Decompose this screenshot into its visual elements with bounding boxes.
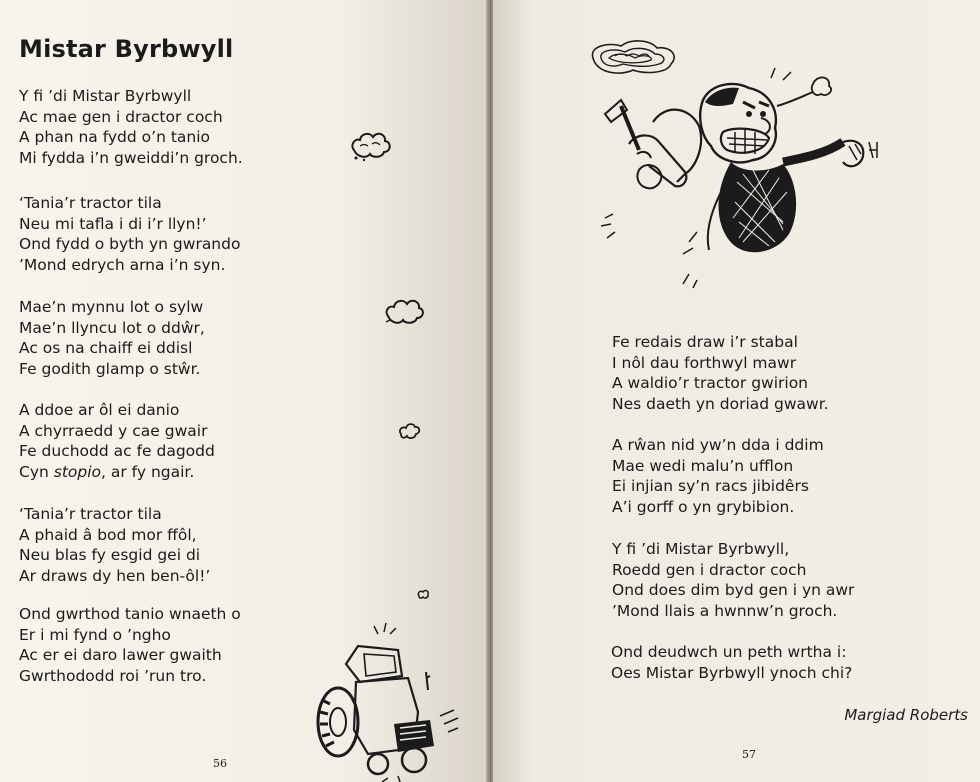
- poem-line: A’i gorff o yn grybibion.: [612, 497, 795, 516]
- poem-line: Ac mae gen i dractor coch: [19, 107, 223, 126]
- poem-line: Roedd gen i dractor coch: [612, 560, 807, 579]
- poem-line: Fe godith glamp o stŵr.: [19, 359, 201, 378]
- poem-line: ’Mond edrych arna i’n syn.: [19, 255, 226, 274]
- stanza-6: [19, 604, 241, 686]
- poem-line: Mae’n mynnu lot o sylw: [19, 298, 204, 316]
- poem-line: Ond fydd o byth yn gwrando: [19, 235, 241, 253]
- stanza-9: [612, 539, 854, 621]
- poem-line: ‘Tania’r tractor tila: [19, 505, 162, 523]
- poem-line: Ond gwrthod tanio wnaeth o: [19, 605, 241, 623]
- stanza-4: [19, 400, 215, 482]
- poem-line: Mi fydda i’n gweiddi’n groch.: [19, 148, 243, 167]
- broken-tractor-icon: [298, 620, 478, 782]
- poem-line: Mae’n llyncu lot o ddŵr,: [19, 318, 205, 337]
- page-number: 57: [742, 748, 756, 761]
- stanza-2: [19, 193, 240, 275]
- poem-line: I nôl dau forthwyl mawr: [612, 353, 797, 372]
- left-page: [0, 0, 488, 782]
- poem-line-with-italic: [19, 462, 215, 483]
- poem-line: Nes daeth yn doriad gwawr.: [612, 394, 829, 413]
- smoke-puff-icon: [397, 420, 423, 442]
- stanza-5: [19, 504, 210, 586]
- poem-line: A waldio’r tractor gwirion: [612, 374, 809, 392]
- stanza-8: [612, 435, 824, 517]
- poem-line: Ac os na chaiff ei ddisl: [19, 339, 193, 357]
- line-text: Cyn: [19, 462, 54, 481]
- smoke-puff-icon: [416, 588, 430, 600]
- smoke-puff-icon: [383, 296, 427, 328]
- poem-line: Ond does dim byd gen i yn awr: [612, 581, 855, 599]
- poem-line: Neu mi tafla i di i’r llyn!’: [19, 214, 207, 233]
- poem-line: A phaid â bod mor ffôl,: [19, 525, 197, 544]
- poem-line: A chyrraedd y cae gwair: [19, 421, 208, 440]
- poem-line: ‘Tania’r tractor tila: [19, 194, 162, 212]
- poem-line: Er i mi fynd o ’ngho: [19, 625, 171, 644]
- poem-line: Y fi ’di Mistar Byrbwyll,: [612, 540, 790, 558]
- right-page: [493, 0, 980, 782]
- line-text: , ar fy ngair.: [101, 462, 195, 481]
- poem-line: Ac er ei daro lawer gwaith: [19, 646, 222, 664]
- poem-line: Ar draws dy hen ben-ôl!’: [19, 566, 211, 585]
- italic-word: stopio: [53, 462, 102, 481]
- stanza-1: [19, 86, 243, 168]
- author-credit: Margiad Roberts: [844, 706, 968, 724]
- poem-line: Gwrthododd roi ’run tro.: [19, 666, 207, 685]
- stanza-10: [611, 642, 852, 683]
- poem-line: ’Mond llais a hwnnw’n groch.: [612, 601, 838, 620]
- poem-line: Fe duchodd ac fe dagodd: [19, 442, 215, 460]
- poem-line: Ei injian sy’n racs jibidêrs: [612, 477, 809, 495]
- poem-title: Mistar Byrbwyll: [19, 35, 234, 63]
- poem-line: A phan na fydd o’n tanio: [19, 128, 211, 146]
- page-number: 56: [213, 757, 227, 770]
- poem-line: Neu blas fy esgid gei di: [19, 546, 201, 564]
- angry-farmer-with-hammer-icon: [593, 62, 913, 296]
- poem-line: Oes Mistar Byrbwyll ynoch chi?: [611, 663, 853, 682]
- stanza-7: [612, 332, 829, 414]
- poem-line: A ddoe ar ôl ei danio: [19, 401, 180, 419]
- smoke-puff-icon: [348, 128, 394, 162]
- poem-line: Fe redais draw i’r stabal: [612, 333, 798, 351]
- poem-line: Mae wedi malu’n ufflon: [612, 456, 794, 475]
- poem-line: A rŵan nid yw’n dda i ddim: [612, 436, 824, 454]
- poem-line: Ond deudwch un peth wrtha i:: [611, 643, 847, 661]
- stanza-3: [19, 297, 205, 379]
- poem-line: Y fi ’di Mistar Byrbwyll: [19, 87, 192, 105]
